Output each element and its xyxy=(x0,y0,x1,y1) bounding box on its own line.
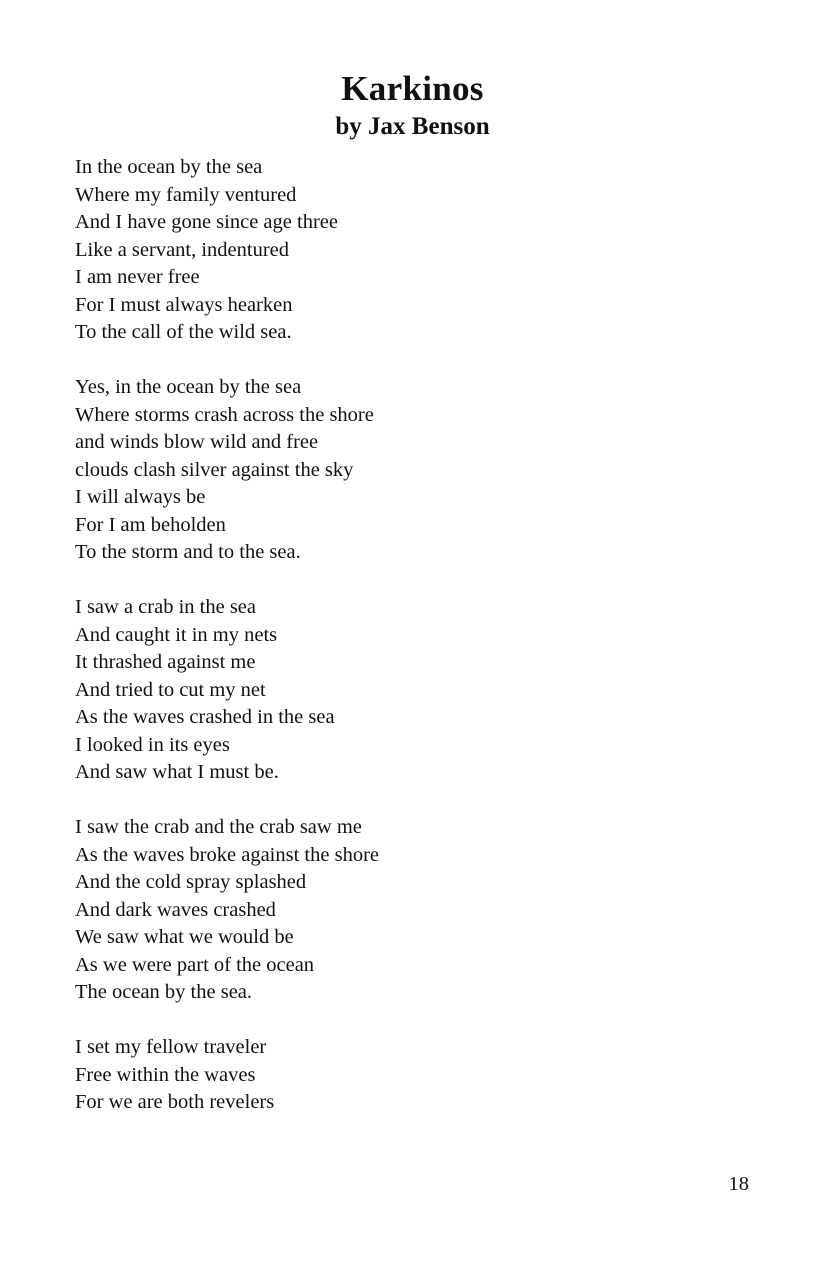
poem-line: I looked in its eyes xyxy=(75,733,230,756)
poem-line: And dark waves crashed xyxy=(75,898,276,921)
page-number: 18 xyxy=(728,1173,749,1195)
poem-line: It thrashed against me xyxy=(75,651,256,673)
poem-line: The ocean by the sea. xyxy=(75,981,253,1003)
poem-line: And caught it in my nets xyxy=(75,623,278,646)
poem-line: And I have gone since age three xyxy=(75,211,338,233)
poem-line: I set my fellow traveler xyxy=(75,1036,267,1058)
poem-line: In the ocean by the sea xyxy=(75,156,263,178)
poem-line: To the call of the wild sea. xyxy=(75,321,292,343)
poem-line: I am never free xyxy=(75,266,200,288)
stanza-1 xyxy=(75,154,775,347)
poem-line: Free within the waves xyxy=(75,1063,256,1086)
poem-line: And the cold spray splashed xyxy=(75,871,307,893)
poem-line: As the waves crashed in the sea xyxy=(75,706,335,728)
poem-line: And tried to cut my net xyxy=(75,678,266,701)
stanza-4 xyxy=(75,814,775,1007)
poem-line: And saw what I must be. xyxy=(75,761,279,783)
poem-line: We saw what we would be xyxy=(75,926,294,948)
poem-line: Like a servant, indentured xyxy=(75,238,290,261)
poem-byline: by Jax Benson xyxy=(335,113,490,140)
poem-line: I saw the crab and the crab saw me xyxy=(75,816,362,838)
poem-line: Yes, in the ocean by the sea xyxy=(75,376,302,398)
poem-title: Karkinos xyxy=(341,69,484,108)
poem-line: I saw a crab in the sea xyxy=(75,596,256,618)
stanza-2 xyxy=(75,374,775,567)
stanza-5 xyxy=(75,1034,775,1117)
poem-line: and winds blow wild and free xyxy=(75,431,319,453)
poem-line: Where storms crash across the shore xyxy=(75,403,374,426)
poem-line: For I am beholden xyxy=(75,513,226,536)
stanza-3 xyxy=(75,594,775,787)
poem-line: For I must always hearken xyxy=(75,293,293,316)
poem-line: As the waves broke against the shore xyxy=(75,843,379,866)
poem-line: clouds clash silver against the sky xyxy=(75,458,354,481)
poem-body xyxy=(75,154,775,1144)
poem-line: To the storm and to the sea. xyxy=(75,541,301,563)
poem-line: Where my family ventured xyxy=(75,183,297,206)
poem-line: As we were part of the ocean xyxy=(75,953,315,976)
poem-line: For we are both revelers xyxy=(75,1091,275,1113)
poem-line: I will always be xyxy=(75,486,206,508)
